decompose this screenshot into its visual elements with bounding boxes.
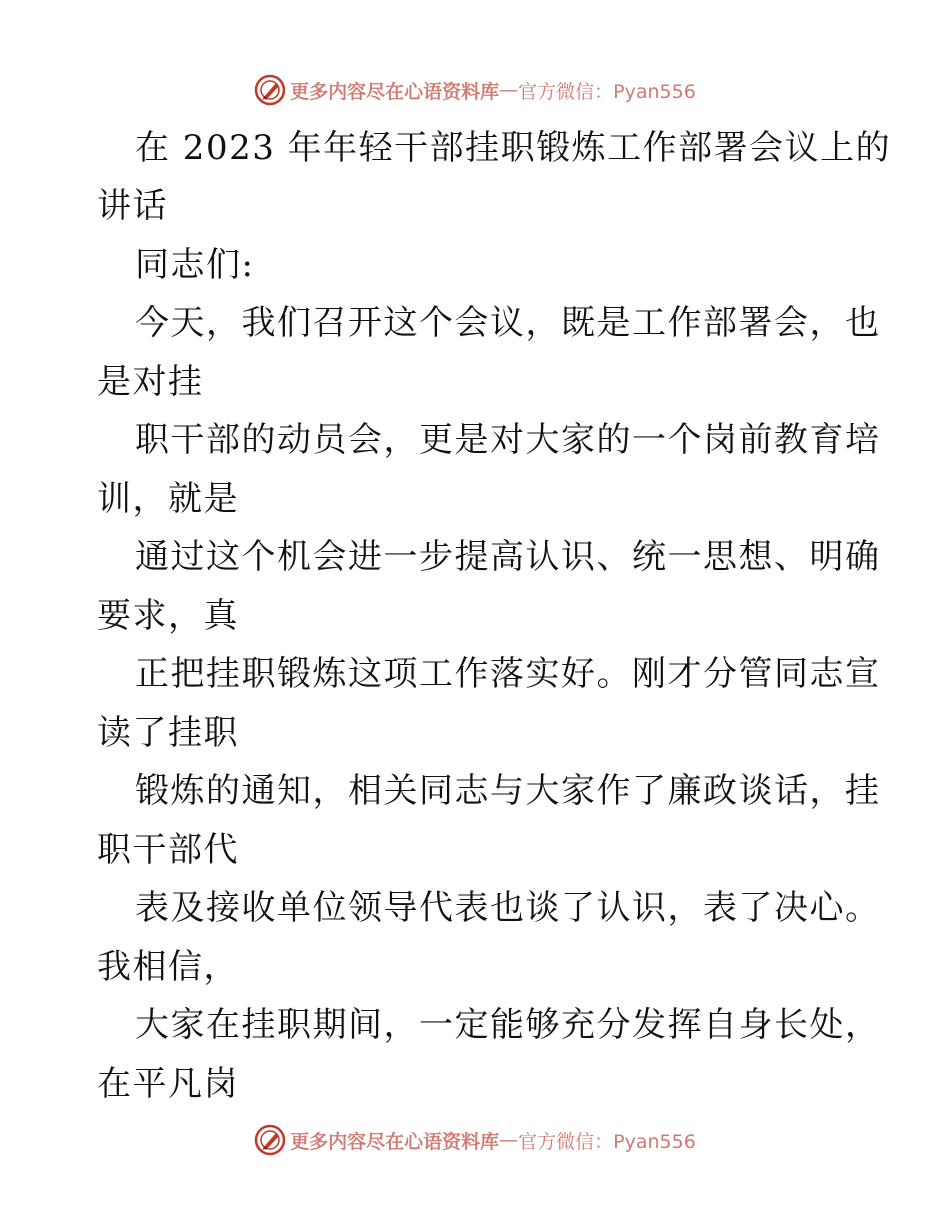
paragraph-line: 正把挂职锻炼这项工作落实好。刚才分管同志宣 (135, 654, 881, 694)
paragraph-line: 读了挂职 (97, 713, 239, 753)
title-line-2: 讲话 (97, 186, 168, 226)
paragraph-line: 在平凡岗 (97, 1064, 239, 1104)
footer-banner (0, 1120, 950, 1160)
paragraph-line: 职干部代 (97, 830, 239, 870)
banner-main-text: 更多内容尽在心语资料库 (290, 80, 500, 103)
paragraph-line: 要求，真 (97, 596, 239, 636)
paragraph-line: 通过这个机会进一步提高认识、统一思想、明确 (135, 537, 881, 577)
title-line-1: 在 2023 年年轻干部挂职锻炼工作部署会议上的 (135, 128, 892, 168)
paragraph-line: 锻炼的通知，相关同志与大家作了廉政谈话，挂 (135, 771, 881, 811)
banner-wechat-text: 官方微信：Pyan556 (518, 80, 696, 103)
banner-separator: — (499, 79, 519, 101)
banner-wechat-text: 官方微信：Pyan556 (518, 1130, 696, 1153)
banner-separator: — (499, 1129, 519, 1151)
paragraph-line: 大家在挂职期间，一定能够充分发挥自身长处， (135, 1005, 881, 1045)
paragraph-line: 训，就是 (97, 479, 239, 519)
paragraph-line: 今天，我们召开这个会议，既是工作部署会，也 (135, 303, 881, 343)
paragraph-line: 是对挂 (97, 362, 204, 402)
pen-logo-icon (254, 1124, 286, 1156)
paragraph-line: 职干部的动员会，更是对大家的一个岗前教育培 (135, 420, 881, 460)
banner-main-text: 更多内容尽在心语资料库 (290, 1130, 500, 1153)
salutation: 同志们: (135, 245, 255, 285)
paragraph-line: 表及接收单位领导代表也谈了认识，表了决心。 (135, 888, 881, 928)
paragraph-line: 我相信， (97, 947, 239, 987)
